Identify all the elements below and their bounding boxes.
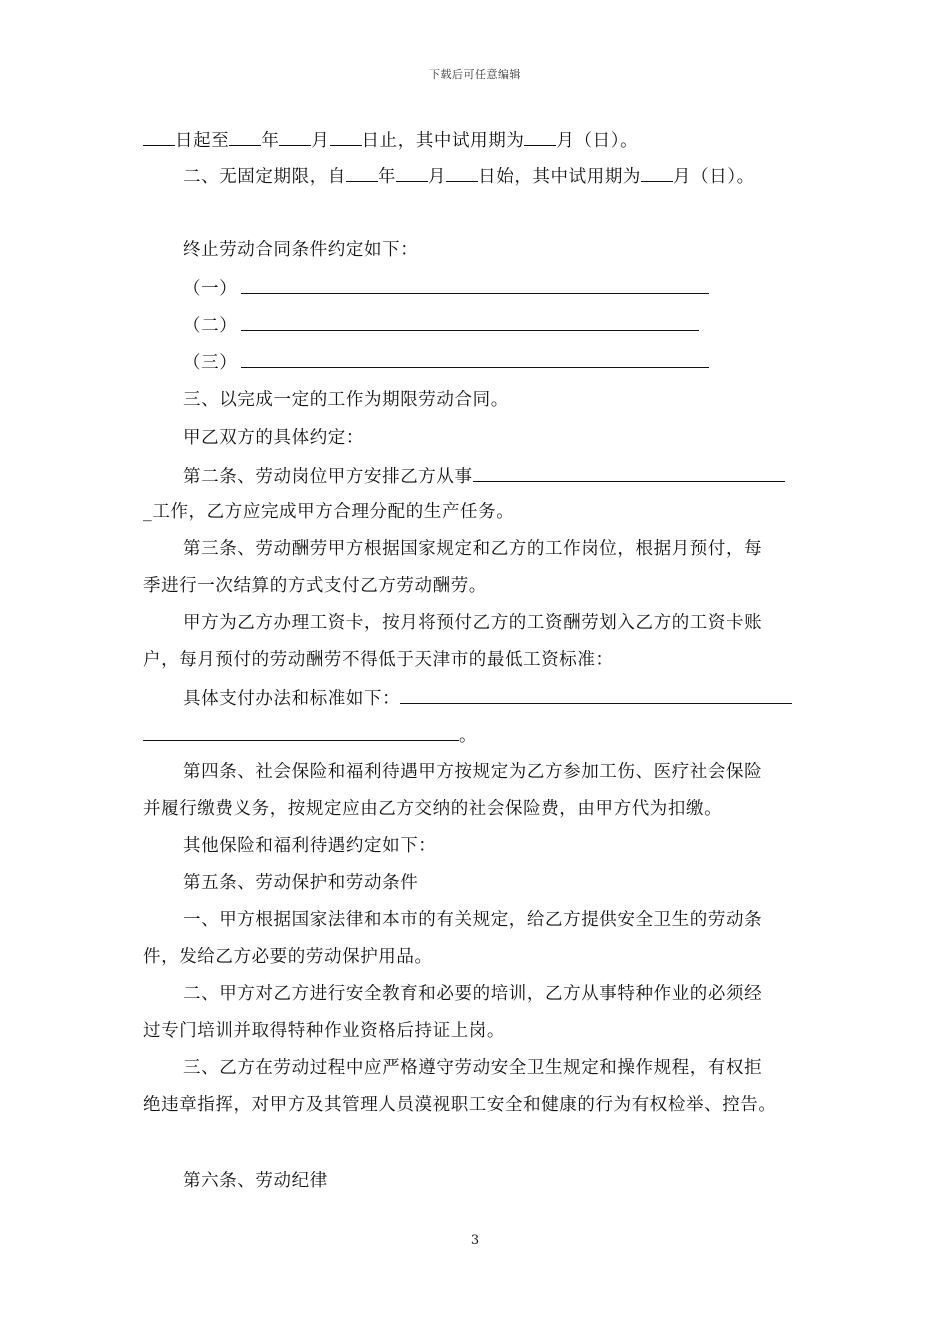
text-line: 一、甲方根据国家法律和本市的有关规定，给乙方提供安全卫生的劳动条 — [183, 910, 763, 930]
fill-blank — [400, 685, 792, 704]
article-heading: 第五条、劳动保护和劳动条件 — [183, 873, 419, 893]
text-line: 甲乙双方的具体约定： — [183, 428, 364, 448]
text-line: 日起至 年 月 日止，其中试用期为 月（日）。 — [143, 127, 638, 153]
text-line: 二、甲方对乙方进行安全教育和必要的培训，乙方从事特种作业的必须经 — [183, 984, 763, 1004]
fill-blank — [524, 127, 556, 146]
fill-blank — [641, 163, 673, 182]
page-header: 下载后可任意编辑 — [429, 68, 521, 81]
article-2-line: 第二条、劳动岗位甲方安排乙方从事 — [183, 463, 785, 489]
fill-blank — [396, 163, 428, 182]
fill-blank — [241, 349, 709, 368]
payment-method-line: 具体支付办法和标准如下： — [183, 685, 792, 711]
fill-blank — [143, 127, 175, 146]
text-line: 第四条、社会保险和福利待遇甲方按规定为乙方参加工伤、医疗社会保险 — [183, 762, 763, 782]
fill-blank — [229, 127, 261, 146]
fill-blank — [446, 163, 478, 182]
payment-method-continuation: 。 — [143, 722, 477, 748]
text-line: 第三条、劳动酬劳甲方根据国家规定和乙方的工作岗位，根据月预付，每 — [183, 539, 763, 559]
text-line: 季进行一次结算的方式支付乙方劳动酬劳。 — [143, 576, 487, 596]
text-line: 并履行缴费义务，按规定应由乙方交纳的社会保险费，由甲方代为扣缴。 — [143, 799, 723, 819]
article-heading: 第六条、劳动纪律 — [183, 1171, 328, 1191]
text-line: _工作，乙方应完成甲方合理分配的生产任务。 — [143, 502, 515, 522]
text-line: 三、以完成一定的工作为期限劳动合同。 — [183, 390, 509, 410]
termination-heading: 终止劳动合同条件约定如下： — [183, 240, 419, 260]
termination-item-2: （二） — [183, 312, 699, 338]
text-line: 甲方为乙方办理工资卡，按月将预付乙方的工资酬劳划入乙方的工资卡账 — [183, 613, 763, 633]
fill-blank — [143, 722, 459, 741]
fill-blank — [473, 463, 785, 482]
text-line: 户，每月预付的劳动酬劳不得低于天津市的最低工资标准： — [143, 650, 614, 670]
termination-item-1: （一） — [183, 275, 709, 301]
text-line: 件，发给乙方必要的劳动保护用品。 — [143, 947, 433, 967]
termination-item-3: （三） — [183, 349, 709, 375]
fill-blank — [241, 312, 699, 331]
text-line: 其他保险和福利待遇约定如下： — [183, 836, 437, 856]
text-line: 二、无固定期限，自 年 月 日始，其中试用期为 月（日）。 — [183, 163, 755, 189]
text-line: 过专门培训并取得特种作业资格后持证上岗。 — [143, 1021, 505, 1041]
fill-blank — [346, 163, 378, 182]
fill-blank — [241, 275, 709, 294]
fill-blank — [330, 127, 362, 146]
text-line: 三、乙方在劳动过程中应严格遵守劳动安全卫生规定和操作规程，有权拒 — [183, 1058, 763, 1078]
text-line: 绝违章指挥，对甲方及其管理人员漠视职工安全和健康的行为有权检举、控告。 — [143, 1095, 777, 1115]
fill-blank — [279, 127, 311, 146]
page-number: 3 — [470, 1233, 480, 1248]
